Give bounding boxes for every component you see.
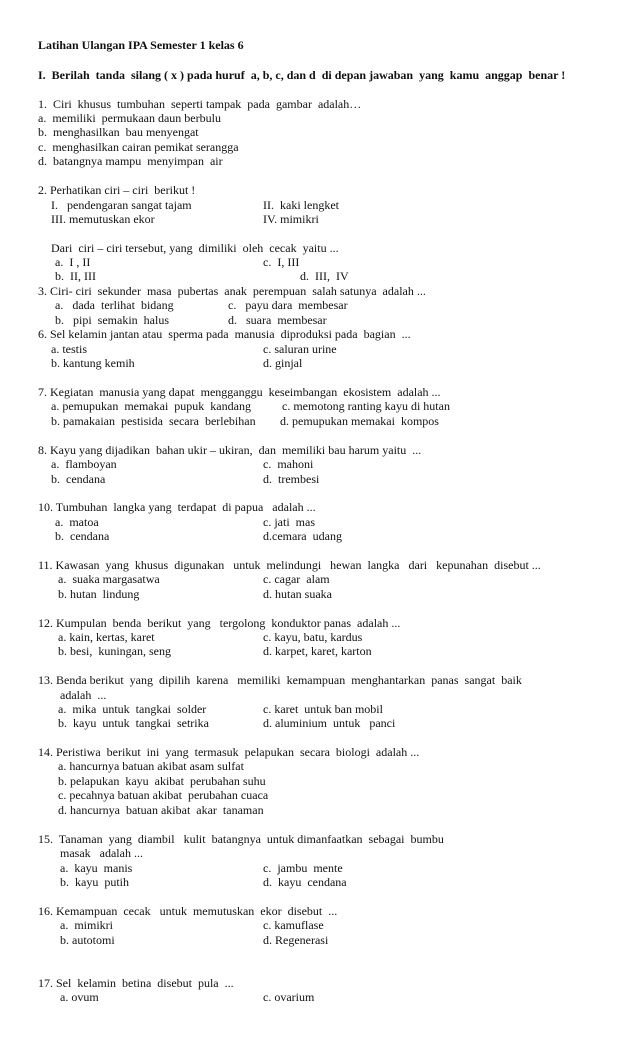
question-12: 12. Kumpulan benda berikut yang tergolong konduktor panas adalah ...: [38, 616, 401, 630]
q6-option-c: c. saluran urine: [263, 342, 337, 356]
q3-option-c: c. payu dara membesar: [228, 298, 348, 312]
document-title: Latihan Ulangan IPA Semester 1 kelas 6: [38, 38, 244, 52]
question-14: 14. Peristiwa berikut ini yang termasuk pelapukan secara biologi adalah ...: [38, 745, 420, 759]
q10-option-d: d.cemara udang: [263, 529, 342, 543]
question-8: 8. Kayu yang dijadikan bahan ukir – ukiran, dan memiliki bau harum yaitu ...: [38, 443, 422, 457]
question-13: 13. Benda berikut yang dipilih karena memiliki kemampuan menghantarkan panas sangat baik: [38, 673, 522, 687]
q12-option-a: a. kain, kertas, karet: [58, 630, 155, 644]
q3-option-a: a. dada terlihat bidang: [55, 298, 174, 312]
q13-option-d: d. aluminium untuk panci: [263, 716, 396, 730]
q7-option-d: d. pemupukan memakai kompos: [280, 414, 439, 428]
section-instruction: I. Berilah tanda silang ( x ) pada huruf a, b, c, dan d di depan jawaban yang kamu anggap benar !: [38, 68, 566, 82]
q15-option-c: c. jambu mente: [263, 861, 343, 875]
q8-option-b: b. cendana: [51, 472, 106, 486]
q8-option-c: c. mahoni: [263, 457, 314, 471]
q6-option-a: a. testis: [51, 342, 87, 356]
question-2: 2. Perhatikan ciri – ciri berikut !: [38, 183, 196, 197]
q1-option-d: d. batangnya mampu menyimpan air: [38, 154, 223, 168]
q8-option-d: d. trembesi: [263, 472, 320, 486]
question-7: 7. Kegiatan manusia yang dapat mengganggu keseimbangan ekosistem adalah ...: [38, 385, 441, 399]
question-3: 3. Ciri- ciri sekunder masa pubertas anak perempuan salah satunya adalah ...: [38, 284, 426, 298]
q10-option-a: a. matoa: [55, 515, 99, 529]
q14-option-d: d. hancurnya batuan akibat akar tanaman: [58, 803, 264, 817]
q15-option-b: b. kayu putih: [60, 875, 129, 889]
q2-statement-iii: III. memutuskan ekor: [51, 212, 155, 226]
q2-option-b: b. II, III: [55, 269, 96, 283]
q16-option-a: a. mimikri: [60, 918, 113, 932]
q2-statement-iv: IV. mimikri: [263, 212, 319, 226]
q2-option-a: a. I , II: [55, 255, 91, 269]
q15-option-a: a. kayu manis: [60, 861, 133, 875]
q2-statement-i: I. pendengaran sangat tajam: [51, 198, 192, 212]
q13-option-b: b. kayu untuk tangkai setrika: [58, 716, 209, 730]
q2-question: Dari ciri – ciri tersebut, yang dimiliki oleh cecak yaitu ...: [51, 241, 339, 255]
q6-option-d: d. ginjal: [263, 356, 303, 370]
q1-option-a: a. memiliki permukaan daun berbulu: [38, 111, 221, 125]
q17-option-a: a. ovum: [60, 990, 99, 1004]
q3-option-b: b. pipi semakin halus: [55, 313, 169, 327]
question-16: 16. Kemampuan cecak untuk memutuskan ekor disebut ...: [38, 904, 338, 918]
q10-option-b: b. cendana: [55, 529, 110, 543]
q14-option-b: b. pelapukan kayu akibat perubahan suhu: [58, 774, 266, 788]
q16-option-c: c. kamuflase: [263, 918, 324, 932]
q13-option-a: a. mika untuk tangkai solder: [58, 702, 207, 716]
q13-option-c: c. karet untuk ban mobil: [263, 702, 383, 716]
q6-option-b: b. kantung kemih: [51, 356, 135, 370]
q12-option-d: d. karpet, karet, karton: [263, 644, 372, 658]
q11-option-c: c. cagar alam: [263, 572, 330, 586]
q8-option-a: a. flamboyan: [51, 457, 117, 471]
q1-option-b: b. menghasilkan bau menyengat: [38, 125, 199, 139]
q10-option-c: c. jati mas: [263, 515, 315, 529]
q16-option-b: b. autotomi: [60, 933, 115, 947]
q15-option-d: d. kayu cendana: [263, 875, 347, 889]
q11-option-d: d. hutan suaka: [263, 587, 332, 601]
q11-option-a: a. suaka margasatwa: [58, 572, 160, 586]
q7-option-b: b. pamakaian pestisida secara berlebihan: [51, 414, 256, 428]
q16-option-d: d. Regenerasi: [263, 933, 329, 947]
q2-statement-ii: II. kaki lengket: [263, 198, 339, 212]
q2-option-c: c. I, III: [263, 255, 300, 269]
q7-option-c: c. memotong ranting kayu di hutan: [282, 399, 450, 413]
question-10: 10. Tumbuhan langka yang terdapat di papua adalah ...: [38, 500, 316, 514]
q17-option-c: c. ovarium: [263, 990, 315, 1004]
q12-option-b: b. besi, kuningan, seng: [58, 644, 171, 658]
question-6: 6. Sel kelamin jantan atau sperma pada manusia diproduksi pada bagian ...: [38, 327, 411, 341]
q7-option-a: a. pemupukan memakai pupuk kandang: [51, 399, 251, 413]
q3-option-d: d. suara membesar: [228, 313, 327, 327]
question-15: 15. Tanaman yang diambil kulit batangnya untuk dimanfaatkan sebagai bumbu: [38, 832, 444, 846]
q12-option-c: c. kayu, batu, kardus: [263, 630, 363, 644]
question-15-continued: masak adalah ...: [60, 846, 143, 860]
q11-option-b: b. hutan lindung: [58, 587, 140, 601]
q14-option-c: c. pecahnya batuan akibat perubahan cuaca: [58, 788, 269, 802]
q14-option-a: a. hancurnya batuan akibat asam sulfat: [58, 759, 244, 773]
q1-option-c: c. menghasilkan cairan pemikat serangga: [38, 140, 239, 154]
question-1: 1. Ciri khusus tumbuhan seperti tampak pada gambar adalah…: [38, 97, 362, 111]
q2-option-d: d. III, IV: [300, 269, 349, 283]
question-17: 17. Sel kelamin betina disebut pula ...: [38, 976, 234, 990]
question-13-continued: adalah ...: [60, 688, 107, 702]
question-11: 11. Kawasan yang khusus digunakan untuk melindungi hewan langka dari kepunahan disebut ...: [38, 558, 541, 572]
